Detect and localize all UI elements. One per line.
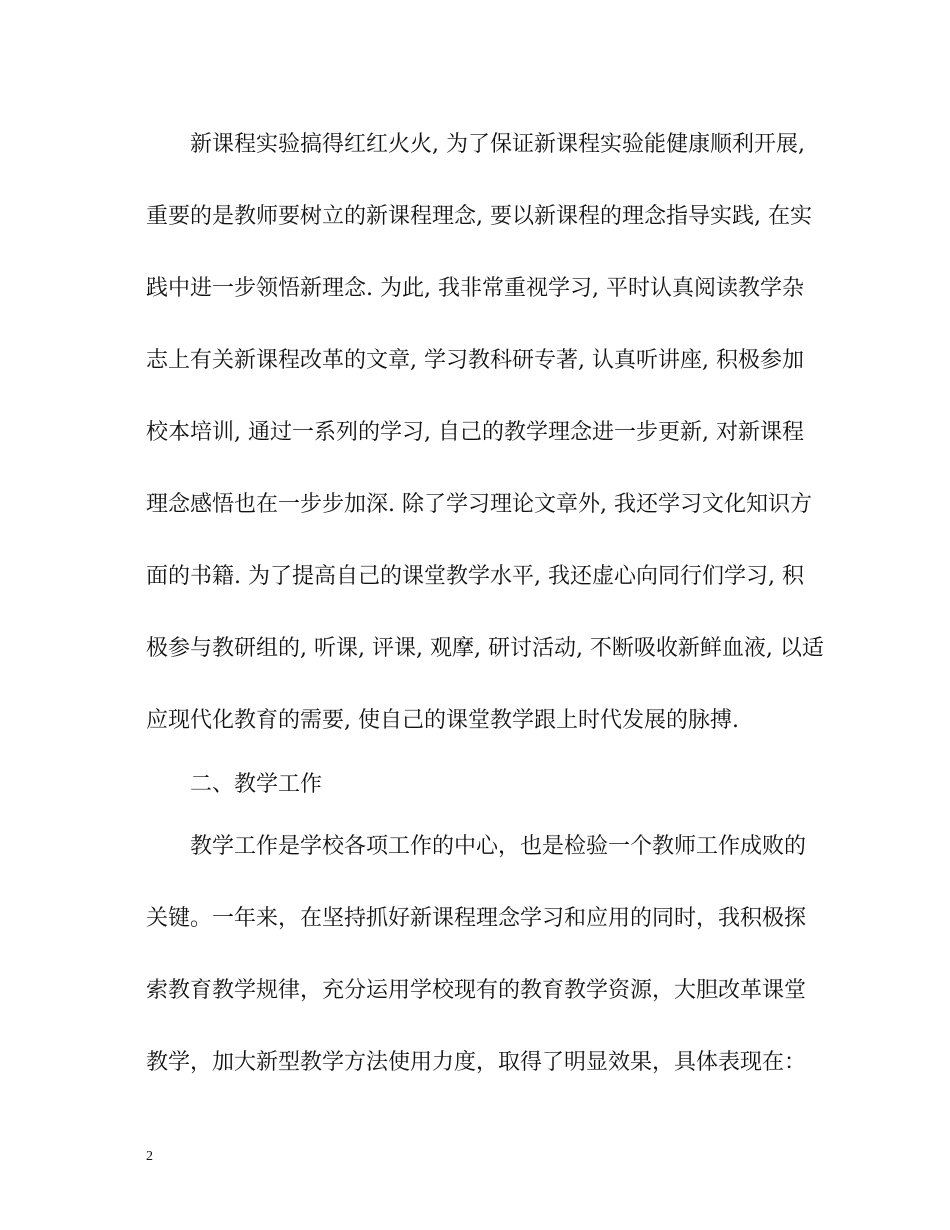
paragraph-2-line-4: 教学，加大新型教学方法使用力度，取得了明显效果，具体表现在：	[146, 1050, 807, 1075]
paragraph-1-line-5: 校本培训, 通过一系列的学习, 自己的教学理念进一步更新, 对新课程	[146, 420, 804, 445]
section-heading: 二、教学工作	[190, 772, 323, 797]
paragraph-2-line-1: 教学工作是学校各项工作的中心，也是检验一个教师工作成败的	[190, 834, 807, 859]
paragraph-1-line-2: 重要的是教师要树立的新课程理念, 要以新课程的理念指导实践, 在实	[146, 204, 812, 229]
paragraph-2-line-2: 关键。一年来，在坚持抓好新课程理念学习和应用的同时，我积极探	[146, 906, 807, 931]
paragraph-2-line-3: 索教育教学规律，充分运用学校现有的教育教学资源，大胆改革课堂	[146, 978, 807, 1003]
paragraph-1-line-7: 面的书籍. 为了提高自己的课堂教学水平, 我还虚心向同行们学习, 积	[146, 564, 804, 589]
paragraph-1-line-8: 极参与教研组的, 听课, 评课, 观摩, 研讨活动, 不断吸收新鲜血液, 以适	[146, 636, 824, 661]
paragraph-1-line-9: 应现代化教育的需要, 使自己的课堂教学跟上时代发展的脉搏.	[146, 708, 739, 733]
paragraph-1-line-1: 新课程实验搞得红红火火, 为了保证新课程实验能健康顺利开展,	[190, 132, 805, 157]
paragraph-1-line-6: 理念感悟也在一步步加深. 除了学习理论文章外, 我还学习文化知识方	[146, 492, 812, 517]
paragraph-1-line-4: 志上有关新课程改革的文章, 学习教科研专著, 认真听讲座, 积极参加	[146, 348, 804, 373]
page-number: 2	[146, 1149, 153, 1164]
paragraph-1-line-3: 践中进一步领悟新理念. 为此, 我非常重视学习, 平时认真阅读教学杂	[146, 276, 804, 301]
